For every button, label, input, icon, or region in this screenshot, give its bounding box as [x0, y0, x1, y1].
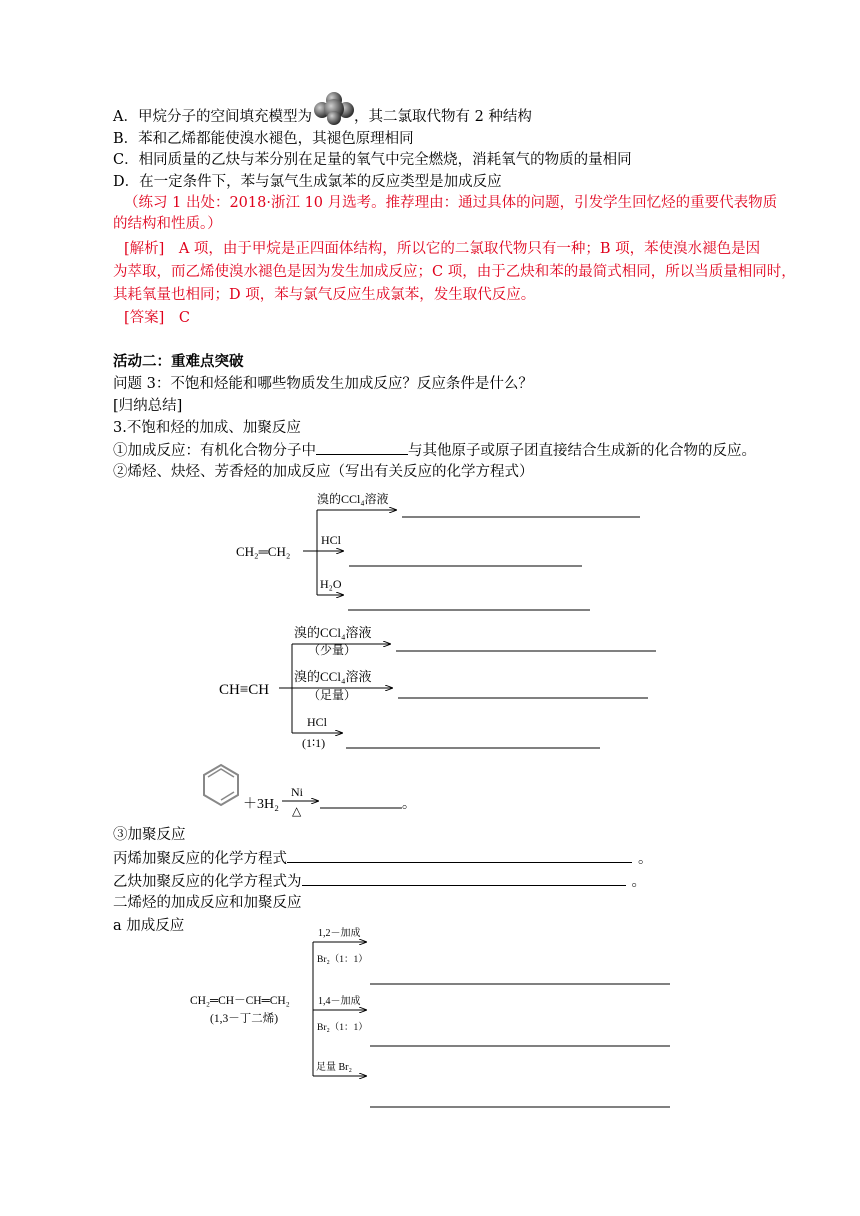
benzene-ring [204, 765, 238, 805]
acetylene-polymer-end: 。 [631, 874, 646, 890]
analysis-line3: 其耗氧量也相同；D 项，苯与氯气反应生成氯苯，发生取代反应。 [113, 287, 536, 303]
ethylene-reagent-br2: 溴的CCl₄溶液 [317, 492, 389, 506]
summary-label: [归纳总结] [113, 398, 183, 414]
benzene-plus-h2: ＋3H₂ [243, 797, 279, 812]
propene-polymer-end: 。 [638, 851, 653, 867]
definition-pre: ①加成反应：有机化合物分子中 [113, 443, 316, 459]
addition-item-2: ②烯烃、炔烃、芳香烃的加成反应（写出有关反应的化学方程式） [113, 464, 534, 480]
diene-diagram [190, 926, 670, 1107]
propene-polymer-blank [287, 848, 632, 863]
propene-polymer-text: 丙烯加聚反应的化学方程式 [113, 851, 287, 867]
analysis-line1: [解析] A 项，由于甲烷是正四面体结构，所以它的二氯取代物只有一种；B 项，苯使溴水褪色是因 [124, 241, 761, 257]
benzene-end: 。 [402, 797, 416, 812]
acetylene-diagram [219, 625, 656, 750]
benzene-reaction [204, 765, 416, 818]
acetylene-polymer-blank [302, 871, 626, 886]
acetylene-polymer-text: 乙炔加聚反应的化学方程式为 [113, 874, 302, 890]
option-b: B．苯和乙烯都能使溴水褪色，其褪色原理相同 [113, 131, 414, 147]
definition-post: 与其他原子或原子团直接结合生成新的化合物的反应。 [408, 443, 756, 459]
question-3: 问题 3：不饱和烃能和哪些物质发生加成反应？反应条件是什么？ [113, 376, 533, 392]
acetylene-reagent-3: HCl [307, 715, 328, 729]
benzene-condition: △ [292, 804, 302, 818]
acetylene-polymer-line [113, 871, 646, 892]
acetylene-reagent-1: 溴的CCl₄溶液 [294, 625, 372, 640]
option-c: C．相同质量的乙炔与苯分别在足量的氧气中完全燃烧，消耗氧气的物质的量相同 [113, 152, 632, 168]
diene-name: (1,3－丁二烯) [210, 1013, 279, 1025]
ethylene-reactant: CH₂═CH₂ [236, 544, 291, 559]
benzene-catalyst: Ni [291, 785, 303, 799]
diene-reactant: CH₂═CH－CH═CH₂ [190, 995, 290, 1007]
ethylene-reagent-h2o: H₂O [320, 577, 342, 591]
ethylene-diagram [236, 491, 640, 610]
polymer-heading: ③加聚反应 [113, 827, 186, 843]
section-heading: 3.不饱和烃的加成、加聚反应 [113, 420, 301, 436]
answer: [答案] C [124, 310, 190, 326]
diene-route-2-label: 1,4－加成 [318, 996, 361, 1007]
source-note-line1: （练习 1 出处：2018·浙江 10 月选考。推荐理由：通过具体的问题，引发学生回忆烃的重要代表物质 [124, 195, 778, 211]
diene-route-3-reagent: 足量 Br₂ [316, 1062, 352, 1073]
source-note-line2: 的结构和性质。） [113, 216, 222, 232]
option-a-text-pre: A．甲烷分子的空间填充模型为 [113, 109, 312, 125]
acetylene-reagent-3-ratio: (1∶1) [302, 736, 326, 750]
diene-heading: 二烯烃的加成反应和加聚反应 [113, 895, 302, 911]
propene-polymer-line [113, 848, 653, 869]
option-a-text-post: ，其二氯取代物有 2 种结构 [353, 109, 532, 125]
acetylene-reagent-2: 溴的CCl₄溶液 [294, 669, 372, 684]
acetylene-reagent-1-amount: （少量） [308, 643, 357, 657]
diene-route-1-reagent: Br₂（1：1） [317, 955, 368, 965]
activity-title: 活动二：重难点突破 [113, 353, 244, 370]
diene-addition-label: a 加成反应 [113, 918, 185, 934]
analysis-line2: 为萃取，而乙烯使溴水褪色是因为发生加成反应；C 项，由于乙炔和苯的最简式相同，所以当质量相同时， [113, 264, 796, 280]
acetylene-reagent-2-amount: （足量） [308, 688, 357, 702]
diene-route-1-label: 1,2－加成 [318, 928, 361, 939]
ethylene-reagent-hcl: HCl [321, 533, 342, 547]
diene-route-2-reagent: Br₂（1：1） [317, 1023, 368, 1033]
option-d: D．在一定条件下，苯与氯气生成氯苯的反应类型是加成反应 [113, 174, 502, 190]
acetylene-reactant: CH≡CH [219, 682, 270, 698]
